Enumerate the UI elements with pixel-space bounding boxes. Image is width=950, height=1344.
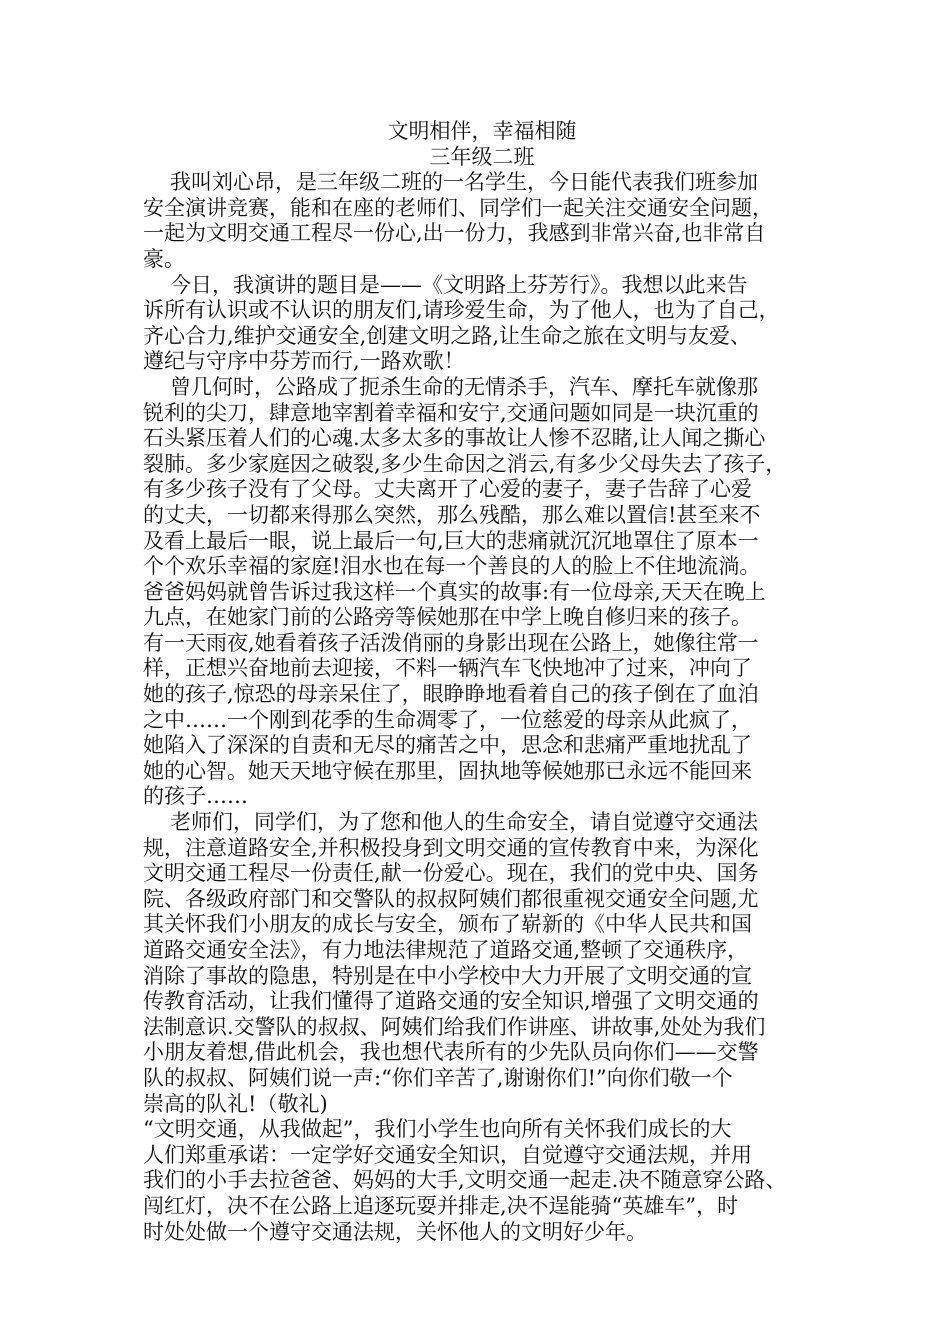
paragraph-line: 安全演讲竞赛，能和在座的老师们、同学们一起关注交通安全问题， — [143, 195, 773, 220]
paragraph-line: 豪。 — [143, 246, 185, 271]
paragraph-line: 石头紧压着人们的心魂.太多太多的事故让人惨不忍睹,让人闻之撕心 — [143, 426, 766, 451]
paragraph-line: “文明交通，从我做起”，我们小学生也向所有关怀我们成长的大 — [143, 1117, 732, 1142]
document-body — [143, 119, 821, 1245]
paragraph — [143, 1117, 821, 1245]
paragraph-line: 曾几何时，公路成了扼杀生命的无情杀手，汽车、摩托车就像那 — [170, 374, 758, 399]
paragraph-line: 道路交通安全法》，有力地法律规范了道路交通,整顿了交通秩序， — [143, 938, 749, 962]
paragraph-line: 规，注意道路安全,并积极投身到文明交通的宣传教育中来，为深化 — [143, 835, 759, 860]
paragraph-line: 及看上最后一眼，说上最后一句,巨大的悲痛就沉沉地罩住了原本一 — [143, 528, 759, 553]
paragraph-line: 爸爸妈妈就曾告诉过我这样一个真实的故事:有一位母亲,天天在晚上 — [143, 579, 766, 604]
paragraph — [143, 375, 821, 810]
paragraph-line: 齐心合力,维护交通安全,创建文明之路,让生命之旅在文明与友爱、 — [143, 323, 752, 348]
paragraph-line: 小朋友着想,借此机会，我也想代表所有的少先队员向你们——交警 — [143, 1040, 759, 1065]
paragraph-line: 院、各级政府部门和交警队的叔叔阿姨们都很重视交通安全问题,尤 — [143, 886, 759, 911]
paragraph-line: 我们的小手去拉爸爸、妈妈的大手,文明交通一起走.决不随意穿公路、 — [143, 1168, 787, 1193]
paragraph-line: 样，正想兴奋地前去迎接，不料一辆汽车飞快地冲了过来，冲向了 — [143, 656, 752, 681]
paragraph-line: 我叫刘心昂，是三年级二班的一名学生，今日能代表我们班参加 — [170, 170, 758, 195]
paragraph-line: 崇高的队礼!（敬礼) — [143, 1091, 328, 1116]
paragraph-line: 她陷入了深深的自责和无尽的痛苦之中，思念和悲痛严重地扰乱了 — [143, 733, 752, 758]
paragraph-line: 她的孩子,惊恐的母亲呆住了，眼睁睁地看着自己的孩子倒在了血泊 — [143, 682, 759, 707]
paragraph-line: 人们郑重承诺：一定学好交通安全知识，自觉遵守交通法规，并用 — [143, 1142, 752, 1167]
paragraph-list — [143, 170, 821, 1245]
paragraph-line: 其关怀我们小朋友的成长与安全，颁布了崭新的《中华人民共和国 — [143, 912, 752, 937]
paragraph — [143, 810, 821, 1117]
paragraph-line: 一起为文明交通工程尽一份心,出一份力，我感到非常兴奋,也非常自 — [143, 221, 766, 246]
paragraph-line: 有多少孩子没有了父母。丈夫离开了心爱的妻子，妻子告辞了心爱 — [143, 477, 752, 502]
paragraph-line: 法制意识.交警队的叔叔、阿姨们给我们作讲座、讲故事,处处为我们 — [143, 1014, 766, 1039]
paragraph-line: 的孩子…… — [143, 784, 248, 809]
paragraph-line: 传教育活动，让我们懂得了道路交通的安全知识,增强了文明交通的 — [143, 989, 759, 1014]
paragraph-line: 有一天雨夜,她看着孩子活泼俏丽的身影出现在公路上，她像往常一 — [143, 630, 759, 655]
paragraph-line: 九点，在她家门前的公路旁等候她那在中学上晚自修归来的孩子。 — [143, 605, 752, 630]
paragraph-line: 消除了事故的隐患，特别是在中小学校中大力开展了文明交通的宣 — [143, 963, 752, 988]
document-subtitle: 三年级二班 — [429, 144, 535, 169]
paragraph-line: 文明交通工程尽一份责任,献一份爱心。现在，我们的党中央、国务 — [143, 861, 759, 886]
paragraph-line: 老师们，同学们，为了您和他人的生命安全，请自觉遵守交通法 — [170, 810, 758, 835]
paragraph-line: 之中……一个刚到花季的生命凋零了，一位慈爱的母亲从此疯了， — [143, 707, 752, 732]
paragraph-line: 个个欢乐幸福的家庭!泪水也在每一个善良的人的脸上不住地流淌。 — [143, 554, 761, 579]
paragraph — [143, 170, 821, 272]
paragraph — [143, 273, 821, 375]
paragraph-line: 今日，我演讲的题目是——《文明路上芬芳行》。我想以此来告 — [170, 272, 748, 297]
paragraph-line: 裂肺。多少家庭因之破裂,多少生命因之消云,有多少父母失去了孩子， — [143, 451, 787, 476]
paragraph-line: 队的叔叔、阿姨们说一声:“你们辛苦了,谢谢你们!”向你们敬一个 — [143, 1065, 733, 1090]
paragraph-line: 的丈夫，一切都来得那么突然，那么残酷，那么难以置信!甚至来不 — [143, 502, 761, 527]
paragraph-line: 锐利的尖刀，肆意地宰割着幸福和安宁,交通问题如同是一块沉重的 — [143, 400, 759, 425]
paragraph-line: 诉所有认识或不认识的朋友们,请珍爱生命，为了他人，也为了自己， — [143, 298, 780, 323]
paragraph-line: 时处处做一个遵守交通法规，关怀他人的文明好少年。 — [143, 1219, 647, 1244]
paragraph-line: 她的心智。她天天地守候在那里，固执地等候她那已永远不能回来 — [143, 758, 752, 783]
paragraph-line: 闯红灯，决不在公路上追逐玩耍并排走,决不逞能骑“英雄车”，时 — [143, 1193, 739, 1218]
document-title: 文明相伴，幸福相随 — [387, 119, 577, 143]
paragraph-line: 遵纪与守序中芬芳而行,一路欢歌！ — [143, 349, 465, 374]
